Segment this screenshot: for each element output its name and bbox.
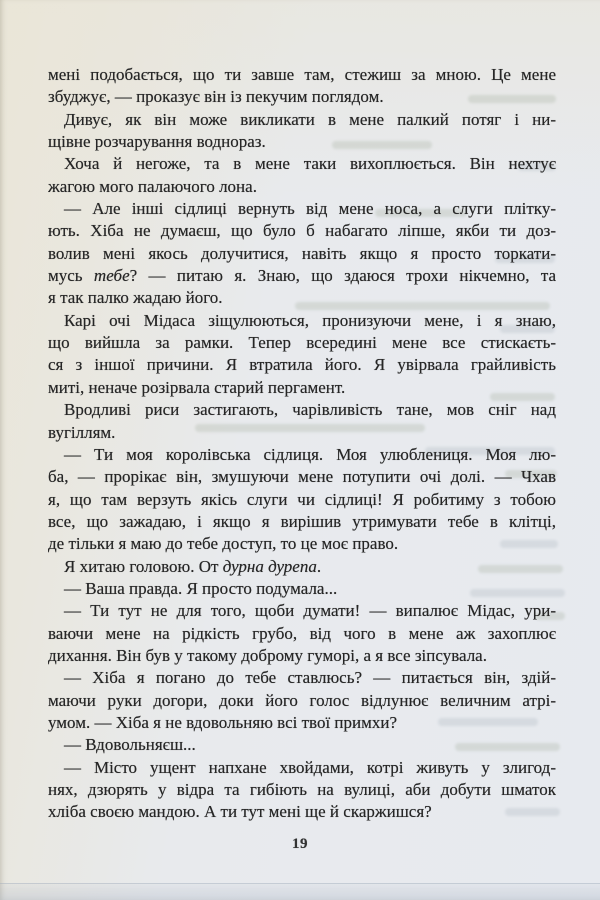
text-line: ють. Хіба не думаєш, що було б набагато ліпше, якби ти доз-	[48, 221, 556, 241]
text-line: хліба своєю мандою. А ти тут мені ще й скаржишся?	[48, 802, 432, 822]
text-line: — Вдовольняєш...	[64, 735, 196, 755]
text-line: дихання. Він був у такому доброму гуморі, а я все зіпсувала.	[48, 645, 487, 665]
text-line: — Хіба я погано до тебе ставлюсь? — питається він, здій-	[64, 668, 556, 688]
text-line: миті, неначе розірвала старий пергамент.	[48, 377, 346, 397]
text-line: де тільки я маю до тебе доступ, то це моє право.	[48, 534, 399, 554]
text-line: Карі очі Мідаса зіщулюються, пронизуючи мене, і я знаю,	[64, 310, 556, 330]
text-line: вугіллям.	[48, 422, 116, 442]
text-line: щівне розчарування воднораз.	[48, 132, 266, 152]
text-line: Дивує, як він може викликати в мене палкий потяг і ни-	[64, 109, 556, 129]
text-line: мені подобається, що ти завше там, стежиш за мною. Це мене	[48, 65, 556, 84]
text-line: все, що зажадаю, і якщо я вирішив утримувати тебе в клітці,	[48, 511, 556, 531]
text-line: ваючи мене на рідкість грубо, від чого в мене аж захоплює	[48, 623, 556, 643]
text-line: Я хитаю головою. От дурна дурепа.	[64, 556, 322, 576]
text-line: маючи руки догори, доки його голос відлунює величним атрі-	[48, 690, 556, 710]
text-line: Хоча й негоже, та в мене таки вихоплюється. Він нехтує	[64, 154, 556, 174]
text-line: я, що там верзуть якісь слуги чи сідлиці! Я робитиму з тобою	[48, 489, 556, 509]
text-line: жагою мого палаючого лона.	[48, 176, 257, 196]
text-line: нях, дзюрять у відра та гибіють на вулиці, аби добути шматок	[48, 780, 556, 799]
text-block	[48, 64, 556, 824]
text-line: — Ти моя королівська сідлиця. Моя улюблениця. Моя лю-	[64, 444, 556, 464]
text-line: — Ти тут не для того, щоби думати! — випалює Мідас, ури-	[64, 601, 556, 621]
text-line: ся з іншої причини. Я втратила його. Я увірвала грайливість	[48, 355, 556, 375]
text-line: — Ваша правда. Я просто подумала...	[64, 578, 338, 598]
text-line: мусь тебе? — питаю я. Знаю, що здаюся трохи нікчемно, та	[48, 266, 556, 286]
text-line: збуджує, — проказує він із пекучим поглядом.	[48, 87, 384, 107]
text-line: волив мені якось долучитися, навіть якщо я просто торкати-	[48, 243, 556, 263]
text-line: — Місто ущент напхане хвойдами, котрі живуть у злигод-	[64, 757, 556, 777]
text-line: умом. — Хіба я не вдовольняю всі твої примхи?	[48, 712, 398, 732]
page-bottom-edge	[0, 883, 600, 900]
text-line: я так палко жадаю його.	[48, 288, 223, 308]
text-line: — Але інші сідлиці вернуть від мене носа, а слуги плітку-	[64, 199, 556, 219]
text-line: Вродливі риси застигають, чарівливість тане, мов сніг над	[64, 400, 556, 420]
page-number: 19	[292, 836, 308, 852]
text-line: що вийшла за рамки. Тепер всередині мене все стискаєть-	[48, 333, 556, 353]
text-line: ба, — прорікає він, змушуючи мене потупити очі долі. — Чхав	[48, 467, 556, 487]
